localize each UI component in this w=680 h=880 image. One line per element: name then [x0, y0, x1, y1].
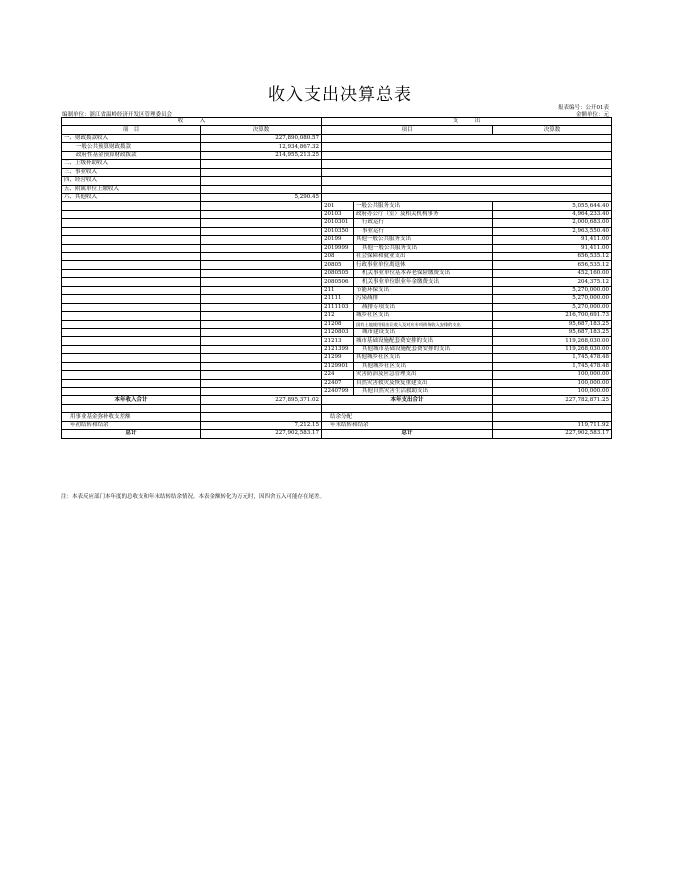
income-section-header: 收 入: [62, 118, 322, 126]
blank-cell: [201, 404, 322, 412]
grand-total-label-right: 总计: [322, 430, 493, 438]
total-income-amount: 227,895,371.02: [201, 396, 322, 404]
income-amount-empty: [201, 345, 322, 353]
income-item-empty: [62, 303, 201, 311]
income-amount-empty: [201, 202, 322, 210]
table-row: [62, 244, 612, 252]
income-item-empty: [62, 227, 201, 235]
blank-cell: [62, 404, 201, 412]
expense-amount: 1,745,478.48: [493, 354, 612, 362]
expense-amount: 5,055,644.40: [493, 202, 612, 210]
expense-empty: [322, 177, 612, 185]
table-row: [62, 261, 612, 269]
table-row: [62, 278, 612, 286]
expense-amount: 4,964,233.40: [493, 210, 612, 218]
grand-total-left: 227,902,583.17: [201, 430, 322, 438]
expense-empty: [322, 193, 612, 201]
income-amount-empty: [201, 362, 322, 370]
income-item-header: 项 目: [62, 126, 201, 134]
report-number: 报表编号：公开01表: [558, 105, 609, 111]
income-amount-empty: [201, 371, 322, 379]
blank-cell: [322, 404, 493, 412]
expense-amount: 95,687,183.25: [493, 320, 612, 328]
summary-table: [61, 117, 612, 439]
expense-empty: [322, 185, 612, 193]
expense-name: 城市建设支出: [354, 328, 493, 336]
income-item-empty: [62, 261, 201, 269]
expense-amount: 452,160.00: [493, 269, 612, 277]
expense-amount: 119,268,030.00: [493, 345, 612, 353]
table-row: [62, 210, 612, 218]
table-row: [62, 151, 612, 159]
income-item: 六、其他收入: [62, 193, 201, 201]
expense-amount: 5,270,000.00: [493, 303, 612, 311]
reserve-amount: [201, 413, 322, 421]
expense-name: 其他城市基础设施配套费安排的支出: [354, 345, 493, 353]
income-amount-empty: [201, 227, 322, 235]
table-row: [62, 379, 612, 387]
income-item-empty: [62, 320, 201, 328]
income-amount-empty: [201, 210, 322, 218]
income-amount-empty: [201, 219, 322, 227]
expense-name: 行政事业单位离退休: [354, 261, 493, 269]
income-amount: [201, 177, 322, 185]
blank-row: [62, 404, 612, 412]
table-row: [62, 371, 612, 379]
income-amount-empty: [201, 261, 322, 269]
income-amount: 5,290.45: [201, 193, 322, 201]
expense-name: 一般公共服务支出: [354, 202, 493, 210]
grand-total-row: [62, 430, 612, 438]
balance-row: [62, 421, 612, 429]
grand-total-right: 227,902,583.17: [493, 430, 612, 438]
expense-amount: 119,268,030.00: [493, 337, 612, 345]
begin-balance-amount: 7,212.15: [201, 421, 322, 429]
expense-amount: 2,000,683.00: [493, 219, 612, 227]
table-row: [62, 219, 612, 227]
table-row: [62, 320, 612, 328]
expense-amount: 5,270,000.00: [493, 286, 612, 294]
preparing-organization: 编制单位：浙江省温岭经济开发区管理委员会: [62, 112, 173, 118]
income-item-empty: [62, 210, 201, 218]
income-item-empty: [62, 244, 201, 252]
income-item: 政府性基金预算财政拨款: [62, 151, 201, 159]
income-item-empty: [62, 379, 201, 387]
table-row: [62, 177, 612, 185]
table-row: [62, 286, 612, 294]
footnote: 注：本表反应部门本年度的总收支和年末结转结余情况。本表金额转化为万元时，因四舍五入可能存在尾差。: [61, 494, 326, 500]
table-row: [62, 227, 612, 235]
income-item-empty: [62, 371, 201, 379]
expense-code: 20199: [322, 236, 354, 244]
total-expense-label: 本年支出合计: [322, 396, 493, 404]
table-row: [62, 388, 612, 396]
income-item-empty: [62, 345, 201, 353]
expense-name: 城市基础设施配套费安排的支出: [354, 337, 493, 345]
income-item: 一般公共预算财政拨款: [62, 143, 201, 151]
expense-name: 污染减排: [354, 295, 493, 303]
income-amount-empty: [201, 312, 322, 320]
expense-name: 事业运行: [354, 227, 493, 235]
expense-code: 21111: [322, 295, 354, 303]
expense-amount: 1,745,478.48: [493, 362, 612, 370]
expense-code: 2120803: [322, 328, 354, 336]
income-amount-header: 决算数: [201, 126, 322, 134]
table-row: [62, 345, 612, 353]
expense-amount: 204,375.12: [493, 278, 612, 286]
table-row: [62, 143, 612, 151]
income-item-empty: [62, 219, 201, 227]
income-amount: 12,934,867.32: [201, 143, 322, 151]
expense-name: 其他一般公共服务支出: [354, 236, 493, 244]
income-amount: [201, 185, 322, 193]
income-amount-empty: [201, 379, 322, 387]
expense-code: 20805: [322, 261, 354, 269]
expense-code: 224: [322, 371, 354, 379]
expense-name: 灾害防治及应急管理支出: [354, 371, 493, 379]
expense-name: 国有土地使用权出让收入及对应专项债务收入安排的支出: [354, 320, 493, 328]
income-amount-empty: [201, 328, 322, 336]
income-amount-empty: [201, 286, 322, 294]
table-row: [62, 202, 612, 210]
expense-code: 2111103: [322, 303, 354, 311]
totals-row: [62, 396, 612, 404]
blank-cell: [493, 404, 612, 412]
expense-amount-header: 决算数: [493, 126, 612, 134]
amount-unit: 金额单位：元: [575, 112, 609, 118]
expense-name: 其他城乡社区支出: [354, 362, 493, 370]
table-row: [62, 193, 612, 201]
expense-code: 208: [322, 253, 354, 261]
expense-amount: 2,963,550.40: [493, 227, 612, 235]
table-row: [62, 295, 612, 303]
income-item-empty: [62, 202, 201, 210]
expense-name: 机关事业单位基本养老保险缴费支出: [354, 269, 493, 277]
table-row: [62, 253, 612, 261]
income-item-empty: [62, 388, 201, 396]
expense-name: 其他一般公共服务支出: [354, 244, 493, 252]
expense-name: 减排专项支出: [354, 303, 493, 311]
report-title: 收入支出决算总表: [268, 85, 412, 105]
expense-empty: [322, 151, 612, 159]
expense-empty: [322, 143, 612, 151]
expense-code: 2019999: [322, 244, 354, 252]
table-row: [62, 312, 612, 320]
table-row: [62, 354, 612, 362]
expense-item-header: 项目: [322, 126, 493, 134]
income-item-empty: [62, 337, 201, 345]
column-header-row: [62, 126, 612, 134]
income-item-empty: [62, 328, 201, 336]
income-item-empty: [62, 253, 201, 261]
income-item: 一、财政拨款收入: [62, 134, 201, 142]
income-item: 四、经营收入: [62, 177, 201, 185]
table-row: [62, 160, 612, 168]
expense-amount: 100,000.00: [493, 388, 612, 396]
table-row: [62, 236, 612, 244]
expense-amount: 656,535.12: [493, 253, 612, 261]
income-amount: [201, 168, 322, 176]
income-amount-empty: [201, 354, 322, 362]
expense-code: 22407: [322, 379, 354, 387]
expense-code: 212: [322, 312, 354, 320]
expense-empty: [322, 168, 612, 176]
expense-code: 2010350: [322, 227, 354, 235]
income-amount-empty: [201, 320, 322, 328]
total-expense-amount: 227,782,871.25: [493, 396, 612, 404]
expense-code: 2010301: [322, 219, 354, 227]
expense-name: 其他自然灾害生活救助支出: [354, 388, 493, 396]
table-row: [62, 269, 612, 277]
income-amount-empty: [201, 278, 322, 286]
expense-code: 211: [322, 286, 354, 294]
expense-code: 21213: [322, 337, 354, 345]
expense-code: 2121399: [322, 345, 354, 353]
expense-amount: 216,700,691.73: [493, 312, 612, 320]
income-amount-empty: [201, 244, 322, 252]
expense-name: 社会保障和就业支出: [354, 253, 493, 261]
expense-name: 机关事业单位职业年金缴费支出: [354, 278, 493, 286]
end-balance-amount: 119,711.92: [493, 421, 612, 429]
income-amount-empty: [201, 303, 322, 311]
table-row: [62, 303, 612, 311]
income-amount-empty: [201, 236, 322, 244]
table-row: [62, 362, 612, 370]
table-row: [62, 134, 612, 142]
expense-code: 21208: [322, 320, 354, 328]
expense-code: 2080505: [322, 269, 354, 277]
expense-code: 2240799: [322, 388, 354, 396]
table-row: [62, 168, 612, 176]
expense-code: 20103: [322, 210, 354, 218]
expense-empty: [322, 160, 612, 168]
income-item-empty: [62, 312, 201, 320]
income-item-empty: [62, 286, 201, 294]
expense-amount: 95,687,183.25: [493, 328, 612, 336]
surplus-dist-amount: [493, 413, 612, 421]
expense-amount: 656,535.12: [493, 261, 612, 269]
income-amount-empty: [201, 337, 322, 345]
income-amount-empty: [201, 253, 322, 261]
income-item: 二、上级补助收入: [62, 160, 201, 168]
expense-name: 自然灾害救灾及恢复重建支出: [354, 379, 493, 387]
surplus-dist-label: 结余分配: [322, 413, 493, 421]
expense-name: 城乡社区支出: [354, 312, 493, 320]
expense-code: 21299: [322, 354, 354, 362]
expense-name: 行政运行: [354, 219, 493, 227]
end-balance-label: 年末结转和结余: [322, 421, 493, 429]
expense-amount: 100,000.00: [493, 371, 612, 379]
income-amount-empty: [201, 388, 322, 396]
reserve-row: [62, 413, 612, 421]
expense-code: 201: [322, 202, 354, 210]
income-item-empty: [62, 295, 201, 303]
expense-name: 节能环保支出: [354, 286, 493, 294]
income-amount-empty: [201, 269, 322, 277]
expense-amount: 100,000.00: [493, 379, 612, 387]
expense-name: 其他城乡社区支出: [354, 354, 493, 362]
income-amount: [201, 160, 322, 168]
income-amount: 227,890,080.57: [201, 134, 322, 142]
income-item-empty: [62, 278, 201, 286]
expense-amount: 91,411.00: [493, 236, 612, 244]
income-item-empty: [62, 362, 201, 370]
income-item-empty: [62, 269, 201, 277]
expense-name: 政府办公厅（室）及相关机构事务: [354, 210, 493, 218]
table-row: [62, 337, 612, 345]
expense-code: 2080506: [322, 278, 354, 286]
expense-amount: 5,270,000.00: [493, 295, 612, 303]
income-amount: 214,955,213.25: [201, 151, 322, 159]
table-row: [62, 185, 612, 193]
total-income-label: 本年收入合计: [62, 396, 201, 404]
reserve-label: 用事业基金弥补收支差额: [62, 413, 201, 421]
income-amount-empty: [201, 295, 322, 303]
expense-code: 2129901: [322, 362, 354, 370]
income-item-empty: [62, 354, 201, 362]
income-item: 五、附属单位上缴收入: [62, 185, 201, 193]
table-row: [62, 328, 612, 336]
income-item: 三、事业收入: [62, 168, 201, 176]
expense-empty: [322, 134, 612, 142]
expense-section-header: 支 出: [322, 118, 612, 126]
section-header-row: [62, 118, 612, 126]
begin-balance-label: 年初结转和结余: [62, 421, 201, 429]
income-item-empty: [62, 236, 201, 244]
expense-amount: 91,411.00: [493, 244, 612, 252]
grand-total-label-left: 总计: [62, 430, 201, 438]
